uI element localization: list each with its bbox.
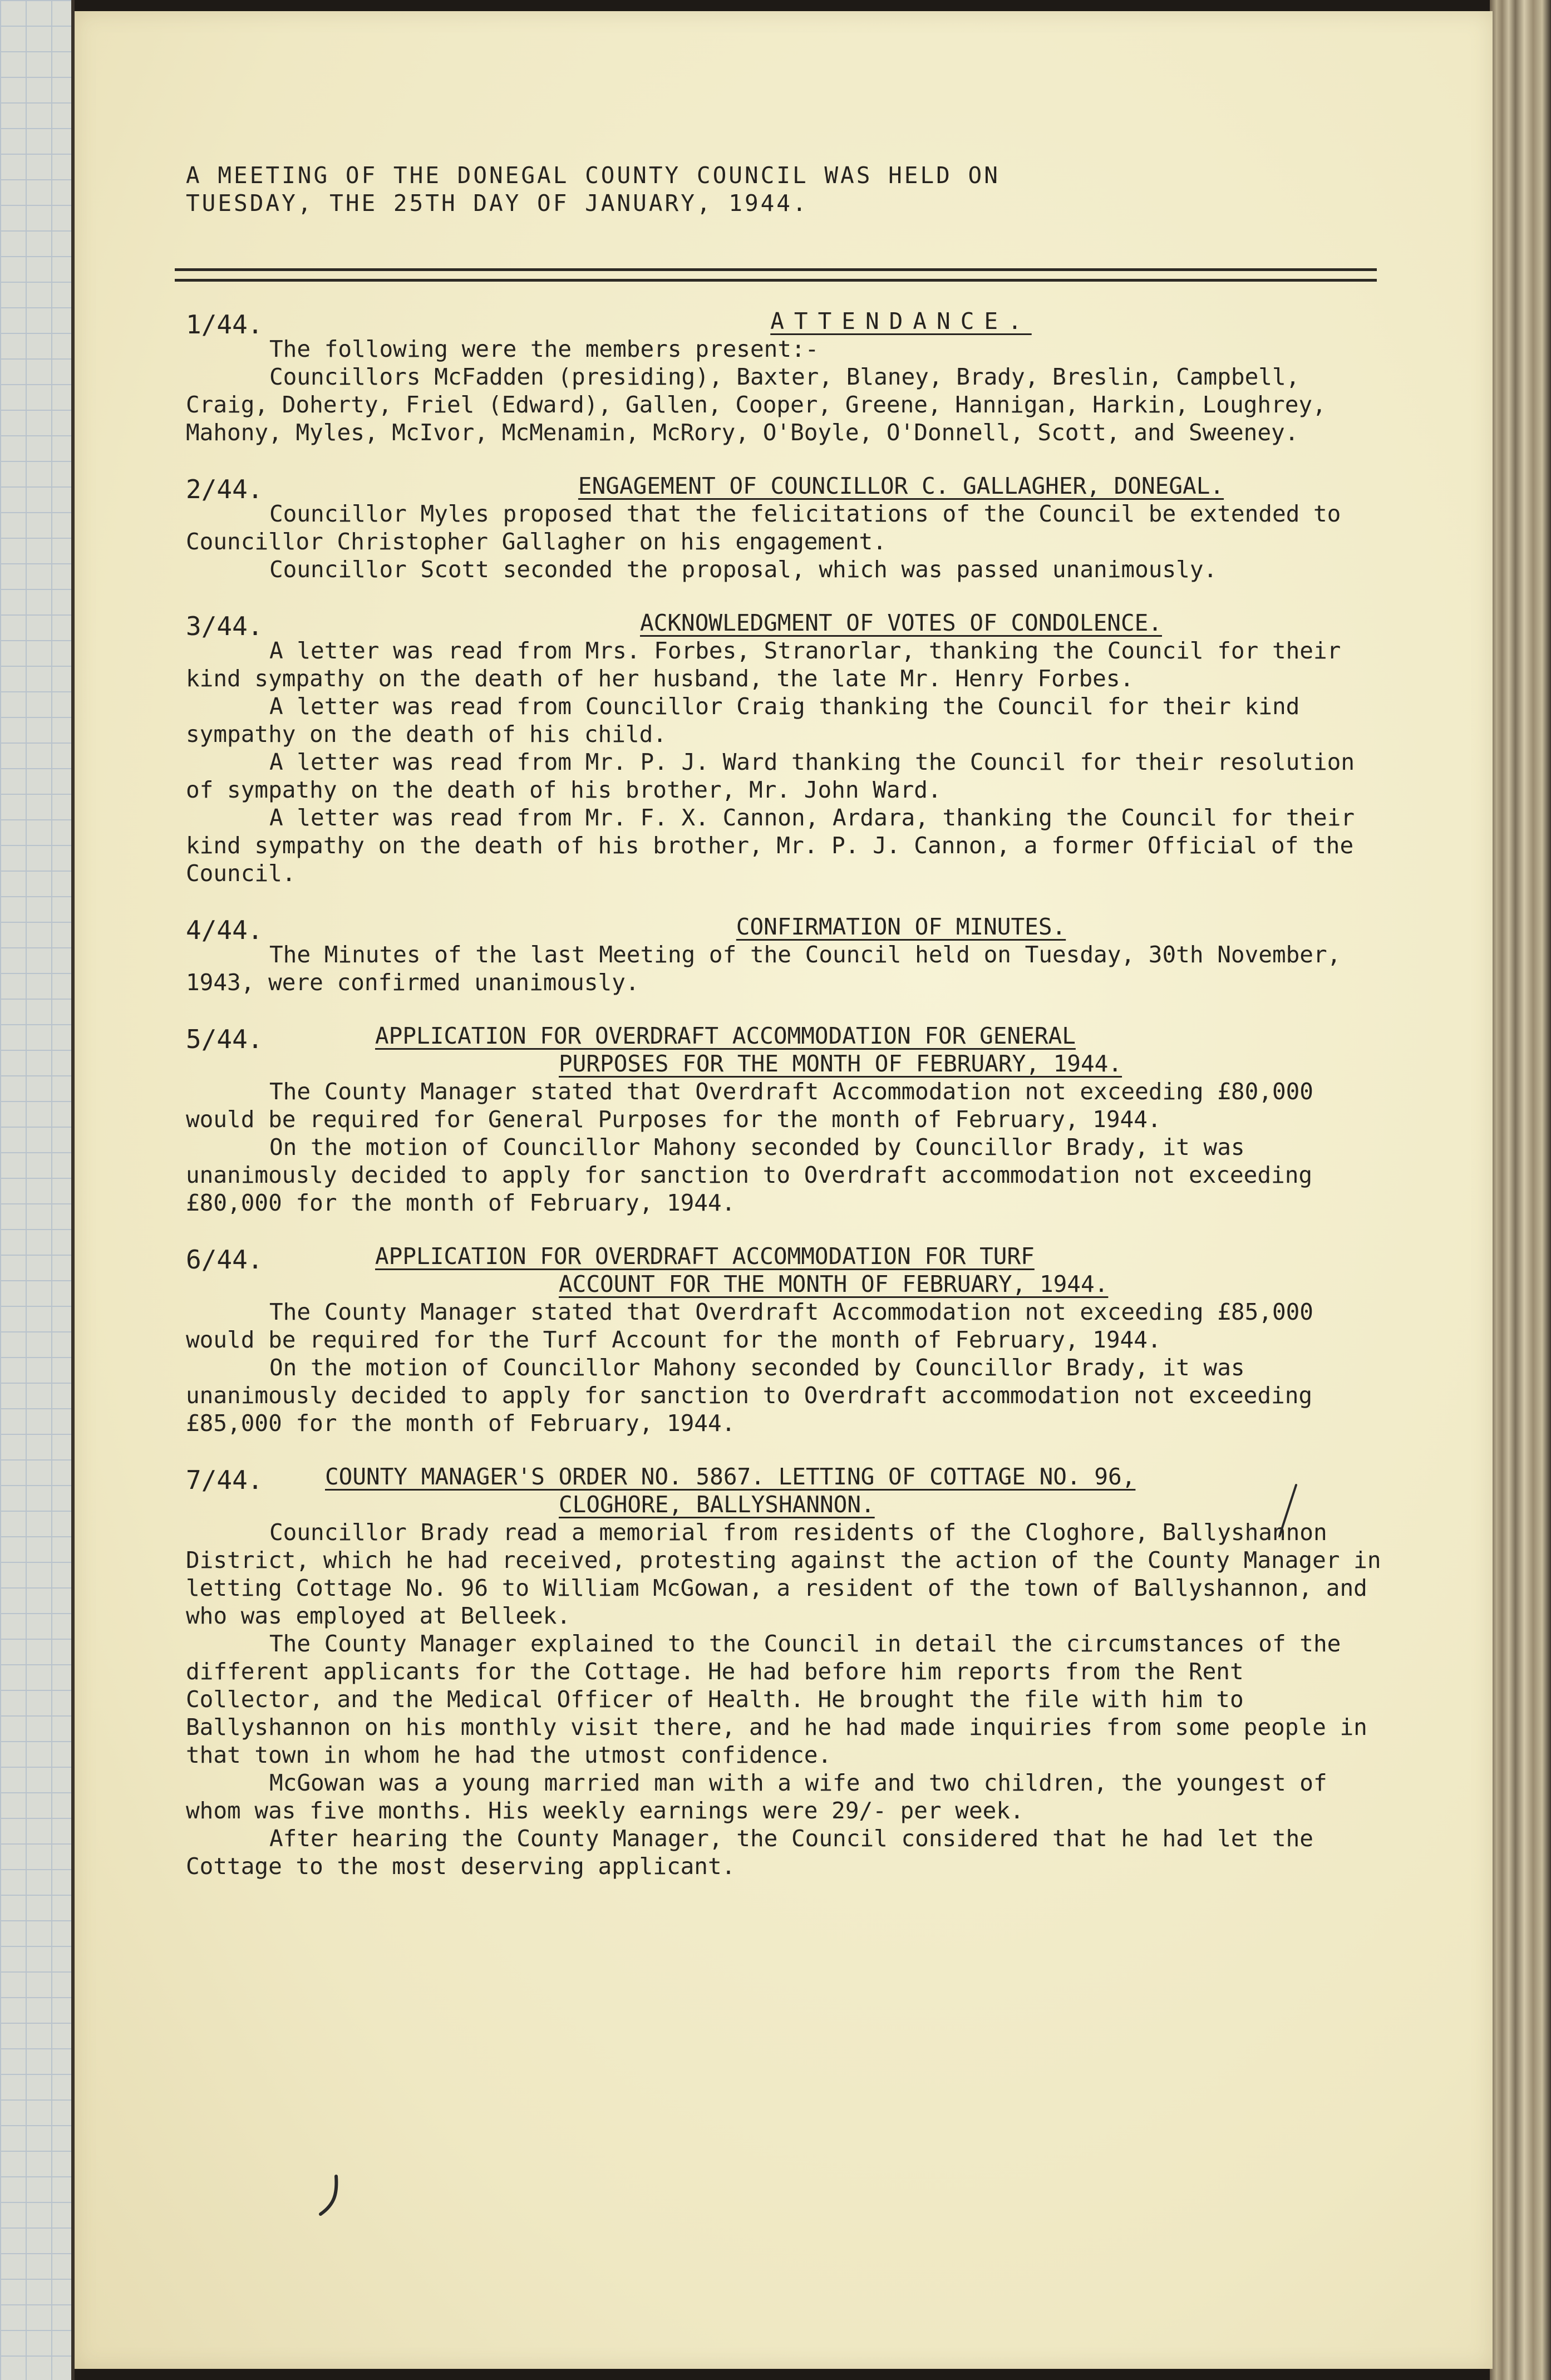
minute-item-5 xyxy=(186,1022,1382,1217)
item-title-line-2: ACCOUNT FOR THE MONTH OF FEBRUARY, 1944. xyxy=(559,1271,1109,1297)
item-heading xyxy=(186,1022,1382,1078)
item-paragraph: On the motion of Councillor Mahony seconded by Councillor Brady, it was unanimously decided to apply for sanction to Overdraft accommodation not exceeding £80,000 for the month of February, 1944. xyxy=(186,1134,1313,1216)
item-title-line-1: APPLICATION FOR OVERDRAFT ACCOMMODATION FOR TURF xyxy=(375,1243,1035,1270)
item-paragraph: The County Manager stated that Overdraft Accommodation not exceeding £85,000 would be required for the Turf Account for the month of February, 1944. xyxy=(186,1299,1313,1353)
minute-item-1 xyxy=(186,307,1382,446)
binding-gutter xyxy=(0,0,75,2380)
item-number: 5/44. xyxy=(186,1024,263,1054)
minute-item-2 xyxy=(186,472,1382,583)
item-heading xyxy=(186,913,1382,945)
pen-tick-mark xyxy=(314,2171,347,2221)
item-title: ATTENDANCE. xyxy=(770,308,1032,335)
item-title: ENGAGEMENT OF COUNCILLOR C. GALLAGHER, DONEGAL. xyxy=(578,473,1224,499)
item-paragraph: A letter was read from Mr. F. X. Cannon, Ardara, thanking the Council for their kind sympathy on the death of his brother, Mr. P. J. Cannon, a former Official of the Council. xyxy=(186,804,1355,887)
item-title xyxy=(186,1463,1382,1518)
item-title-line-1: APPLICATION FOR OVERDRAFT ACCOMMODATION FOR GENERAL xyxy=(375,1022,1076,1049)
item-paragraph: McGowan was a young married man with a wife and two children, the youngest of whom was five months. His weekly earnings were 29/- per week. xyxy=(186,1769,1327,1824)
item-number: 7/44. xyxy=(186,1465,263,1495)
minute-item-3 xyxy=(186,609,1382,887)
meeting-header xyxy=(186,161,1382,217)
item-paragraph: The County Manager stated that Overdraft Accommodation not exceeding £80,000 would be required for General Purposes for the month of February, 1944. xyxy=(186,1078,1313,1133)
item-paragraph: The County Manager explained to the Council in detail the circumstances of the different applicants for the Cottage. He had before him reports from the Rent Collector, and the Medical Officer of Health. He brought the file with him to Ballyshannon on his monthly visit there, and he had made inquiries from some people in that town in whom he had the utmost confidence. xyxy=(186,1630,1367,1768)
minutes-document xyxy=(186,161,1382,1906)
item-title-line-1: COUNTY MANAGER'S ORDER NO. 5867. LETTING OF COTTAGE NO. 96, xyxy=(325,1463,1136,1490)
item-paragraph: A letter was read from Mr. P. J. Ward thanking the Council for their resolution of sympathy on the death of his brother, Mr. John Ward. xyxy=(186,749,1355,803)
header-line-2: TUESDAY, THE 25TH DAY OF JANUARY, 1944. xyxy=(186,190,809,217)
item-paragraph: Councillor Brady read a memorial from residents of the Cloghore, Ballyshannon District, which he had received, protesting against the action of the County Manager in letting Cottage No. 96 to William McGowan, a resident of the town of Ballyshannon, and who was employed at Belleek. xyxy=(186,1519,1381,1629)
item-number: 4/44. xyxy=(186,915,263,945)
item-heading xyxy=(186,1463,1382,1518)
item-heading xyxy=(186,609,1382,641)
item-title-line-2: PURPOSES FOR THE MONTH OF FEBRUARY, 1944. xyxy=(559,1050,1122,1077)
double-rule-divider xyxy=(175,268,1377,282)
item-paragraph: Councillors McFadden (presiding), Baxter, Blaney, Brady, Breslin, Campbell, Craig, Doherty, Friel (Edward), Gallen, Cooper, Greene, Hannigan, Harkin, Loughrey, Mahony, Myles, McIvor, McMenamin, McRory, O'Boyle, O'Donnell, Scott, and Sweeney. xyxy=(186,363,1326,446)
item-paragraph: Councillor Myles proposed that the felicitations of the Council be extended to Councillor Christopher Gallagher on his engagement. xyxy=(186,500,1341,555)
item-paragraph: On the motion of Councillor Mahony seconded by Councillor Brady, it was unanimously decided to apply for sanction to Overdraft accommodation not exceeding £85,000 for the month of February, 1944. xyxy=(186,1354,1313,1437)
item-number: 6/44. xyxy=(186,1245,263,1275)
minute-item-7 xyxy=(186,1463,1382,1880)
item-title: CONFIRMATION OF MINUTES. xyxy=(736,913,1066,940)
item-heading xyxy=(186,1242,1382,1298)
item-number: 3/44. xyxy=(186,611,263,641)
minute-item-4 xyxy=(186,913,1382,996)
item-paragraph: The following were the members present:- xyxy=(269,336,819,362)
item-title xyxy=(186,1242,1382,1298)
item-paragraph: The Minutes of the last Meeting of the Council held on Tuesday, 30th November, 1943, were confirmed unanimously. xyxy=(186,941,1341,996)
item-heading xyxy=(186,472,1382,504)
header-line-1: A MEETING OF THE DONEGAL COUNTY COUNCIL WAS HELD ON xyxy=(186,162,1000,189)
minute-item-6 xyxy=(186,1242,1382,1437)
page-edges xyxy=(1490,0,1551,2380)
minutes-page xyxy=(75,11,1493,2369)
pen-slash-mark xyxy=(1271,1481,1304,1542)
item-number: 2/44. xyxy=(186,474,263,504)
item-paragraph: A letter was read from Councillor Craig thanking the Council for their kind sympathy on the death of his child. xyxy=(186,693,1300,748)
item-title: ACKNOWLEDGMENT OF VOTES OF CONDOLENCE. xyxy=(640,609,1162,636)
item-paragraph: A letter was read from Mrs. Forbes, Stranorlar, thanking the Council for their kind sympathy on the death of her husband, the late Mr. Henry Forbes. xyxy=(186,637,1341,692)
item-number: 1/44. xyxy=(186,309,263,340)
item-title-line-2: CLOGHORE, BALLYSHANNON. xyxy=(559,1491,875,1518)
item-title xyxy=(186,1022,1382,1078)
item-paragraph: Councillor Scott seconded the proposal, which was passed unanimously. xyxy=(269,556,1218,583)
item-paragraph: After hearing the County Manager, the Council considered that he had let the Cottage to the most deserving applicant. xyxy=(186,1825,1313,1880)
item-heading xyxy=(186,307,1382,340)
